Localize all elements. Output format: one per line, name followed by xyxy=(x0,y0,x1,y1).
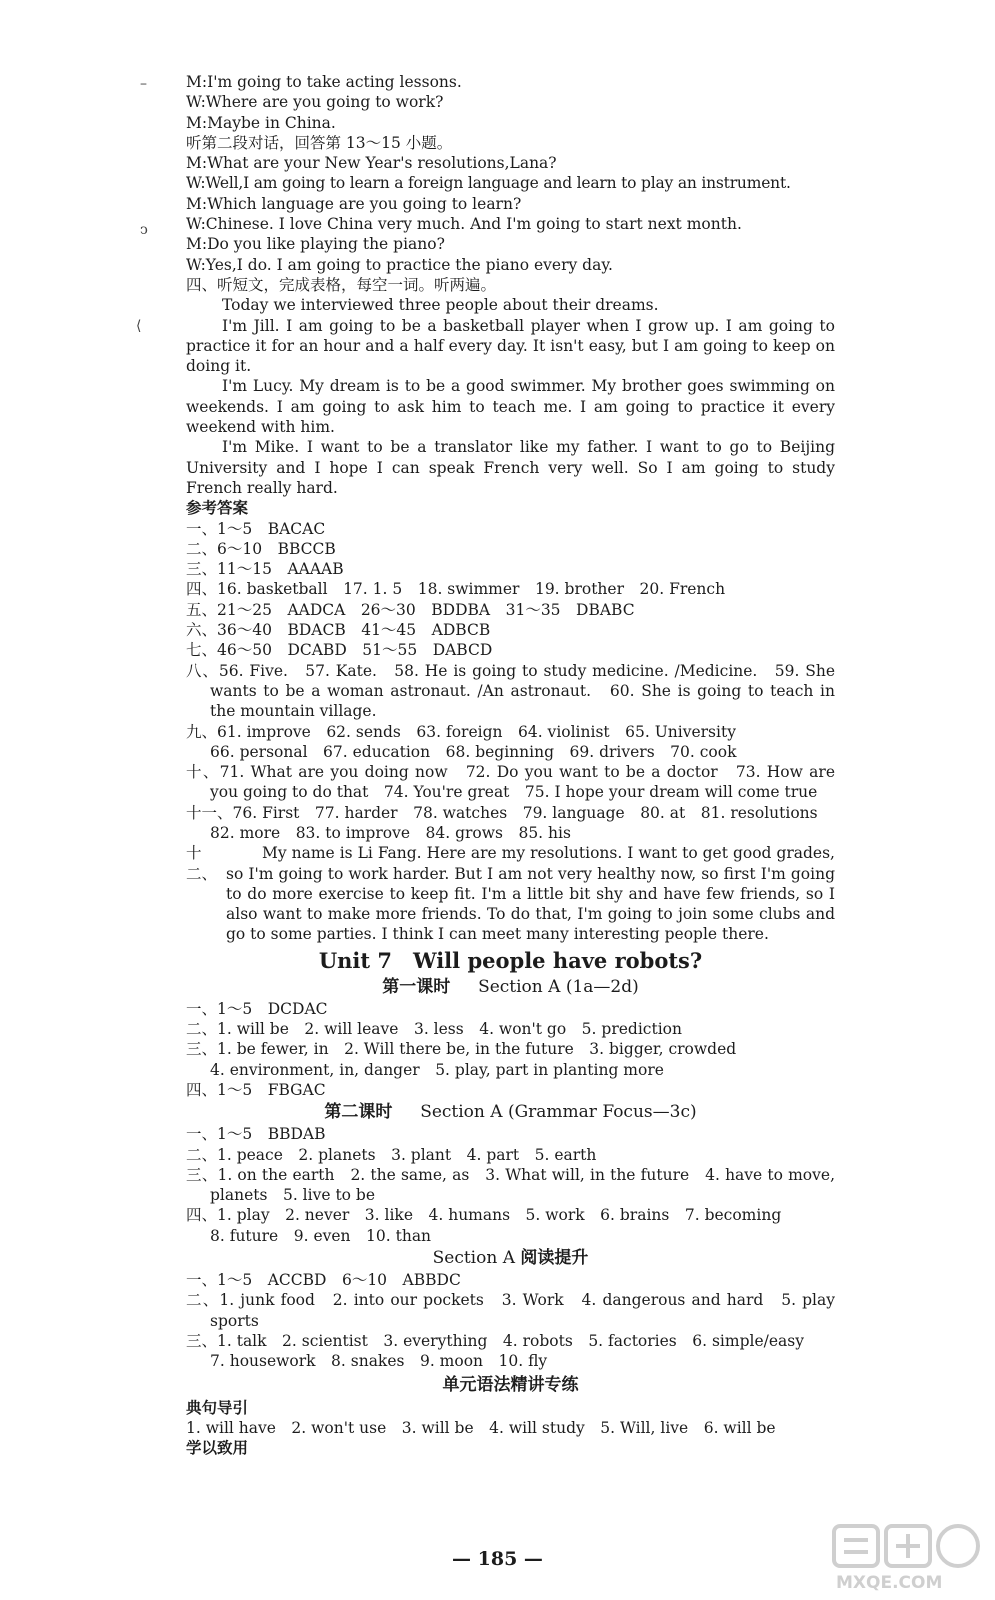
answer-nine-b: 66. personal 67. education 68. beginning 69. drivers 70. cook xyxy=(210,742,737,761)
answers-heading: 参考答案 xyxy=(186,498,249,518)
answer-line: 一、1～5 BACAC xyxy=(186,519,326,538)
answer-line: 二、1. will be 2. will leave 3. less 4. won't go 5. prediction xyxy=(186,1020,682,1039)
lesson-2-title xyxy=(186,1100,835,1124)
lesson-1-title-cn: 第一课时 xyxy=(382,976,451,997)
lesson-2-title-cn: 第二课时 xyxy=(324,1102,393,1123)
passage-paragraph: Today we interviewed three people about their dreams. xyxy=(222,296,659,315)
grammar-sub-heading: 学以致用 xyxy=(186,1438,249,1458)
answer-line: 二、1. peace 2. planets 3. plant 4. part 5. earth xyxy=(186,1145,597,1164)
answer-line: 一、1～5 BBDAB xyxy=(186,1125,326,1144)
listening-script xyxy=(186,72,835,1458)
grammar-sub-heading: 典句导引 xyxy=(186,1397,249,1417)
answer-line: 三、1. talk 2. scientist 3. everything 4. robots 5. factories 6. simple/easy xyxy=(186,1331,804,1350)
reading-title xyxy=(186,1246,835,1270)
answer-line: 五、21～25 AADCA 26～30 BDDBA 31～35 DBABC xyxy=(186,600,635,619)
script-line: M:Which language are you going to learn? xyxy=(186,194,522,213)
reading-title-en: Section A xyxy=(432,1248,515,1269)
margin-dash: – xyxy=(140,76,147,92)
grammar-title: 单元语法精讲专练 xyxy=(442,1374,579,1395)
script-instruction: 四、听短文，完成表格，每空一词。听两遍。 xyxy=(186,275,497,294)
answer-line: 三、1. on the earth 2. the same, as 3. What will, in the future 4. have to move, planets 5. live to be xyxy=(186,1165,835,1205)
answer-eleven-a: 十一、76. First 77. harder 78. watches 79. language 80. at 81. resolutions xyxy=(186,803,818,822)
answer-line: 1. will have 2. won't use 3. will be 4. will study 5. Will, live 6. will be xyxy=(186,1418,776,1437)
script-line: M:Maybe in China. xyxy=(186,113,336,132)
script-line: W:Yes,I do. I am going to practice the piano every day. xyxy=(186,255,613,274)
script-line: W:Chinese. I love China very much. And I'm going to start next month. xyxy=(186,215,742,234)
passage-paragraph: I'm Mike. I want to be a translator like my father. I want to go to Beijing University and I hope I can speak French very well. So I am going to study French really hard. xyxy=(186,438,835,497)
lesson-2-title-en: Section A (Grammar Focus—3c) xyxy=(420,1102,697,1123)
script-line: M:Do you like playing the piano? xyxy=(186,235,445,254)
answer-twelve-label: 十二、 xyxy=(186,844,218,883)
svg-text:MXQE.COM: MXQE.COM xyxy=(836,1573,943,1592)
answer-eight: 八、56. Five. 57. Kate. 58. He is going to study medicine. /Medicine. 59. She wants to be a woman astronaut. /An astronaut. 60. She is going to teach in the mountain village. xyxy=(186,661,835,721)
watermark-icon xyxy=(830,1524,985,1592)
script-instruction: 听第二段对话，回答第 13～15 小题。 xyxy=(186,133,453,152)
answer-line: 二、6～10 BBCCB xyxy=(186,539,336,558)
passage-paragraph: I'm Jill. I am going to be a basketball player when I grow up. I am going to practice it for an hour and a half every day. It isn't easy, but I am going to keep on doing it. xyxy=(186,316,835,376)
answer-nine-a: 九、61. improve 62. sends 63. foreign 64. violinist 65. University xyxy=(186,722,736,741)
script-line: M:I'm going to take acting lessons. xyxy=(186,73,462,91)
reading-title-cn: 阅读提升 xyxy=(520,1248,589,1269)
answer-line: 三、1. be fewer, in 2. Will there be, in the future 3. bigger, crowded xyxy=(186,1040,737,1059)
margin-bracket: ⟨ xyxy=(136,318,142,334)
watermark-logo xyxy=(830,1524,985,1592)
lesson-1-title xyxy=(186,975,835,999)
script-line: W:Well,I am going to learn a foreign language and learn to play an instrument. xyxy=(186,174,791,193)
answer-twelve-text: My name is Li Fang. Here are my resolutions. I want to get good grades, so I'm going to work harder. But I am not very healthy now, so first I'm going to do more exercise to keep fit. I'm a little bit shy and have few friends, so I also want to make more friends. To do that, I'm going to join some clubs and go to some parties. I think I can meet many interesting people there. xyxy=(226,844,835,944)
answer-line: 一、1～5 DCDAC xyxy=(186,999,328,1018)
answer-ten: 十、71. What are you doing now 72. Do you want to be a doctor 73. How are you going to do that 74. You're great 75. I hope your dream will come true xyxy=(186,763,835,802)
answer-line: 四、1～5 FBGAC xyxy=(186,1080,326,1099)
answer-eleven-b: 82. more 83. to improve 84. grows 85. his xyxy=(210,823,571,842)
answer-line: 7. housework 8. snakes 9. moon 10. fly xyxy=(210,1352,548,1371)
answer-line: 8. future 9. even 10. than xyxy=(210,1226,432,1245)
script-line: M:What are your New Year's resolutions,Lana? xyxy=(186,154,557,173)
answer-line: 二、1. junk food 2. into our pockets 3. Work 4. dangerous and hard 5. play sports xyxy=(186,1291,835,1330)
passage-paragraph: I'm Lucy. My dream is to be a good swimmer. My brother goes swimming on weekends. I am going to ask him to teach me. I am going to practice it every weekend with him. xyxy=(186,377,835,437)
lesson-1-title-en: Section A (1a—2d) xyxy=(478,976,639,997)
margin-mark: ↄ xyxy=(140,222,148,238)
page-number: — 185 — xyxy=(452,1548,543,1570)
answer-line: 三、11～15 AAAAB xyxy=(186,560,344,579)
answer-line: 六、36～40 BDACB 41～45 ADBCB xyxy=(186,621,491,640)
answer-twelve xyxy=(186,843,835,944)
answer-line: 七、46～50 DCABD 51～55 DABCD xyxy=(186,641,493,660)
answer-line: 一、1～5 ACCBD 6～10 ABBDC xyxy=(186,1271,461,1290)
answer-line: 四、1. play 2. never 3. like 4. humans 5. work 6. brains 7. becoming xyxy=(186,1206,782,1225)
answer-line: 四、16. basketball 17. 1. 5 18. swimmer 19. brother 20. French xyxy=(186,580,726,599)
answer-line: 4. environment, in, danger 5. play, part in planting more xyxy=(210,1060,664,1079)
unit-title: Unit 7 Will people have robots? xyxy=(318,947,703,973)
script-line: W:Where are you going to work? xyxy=(186,93,444,112)
